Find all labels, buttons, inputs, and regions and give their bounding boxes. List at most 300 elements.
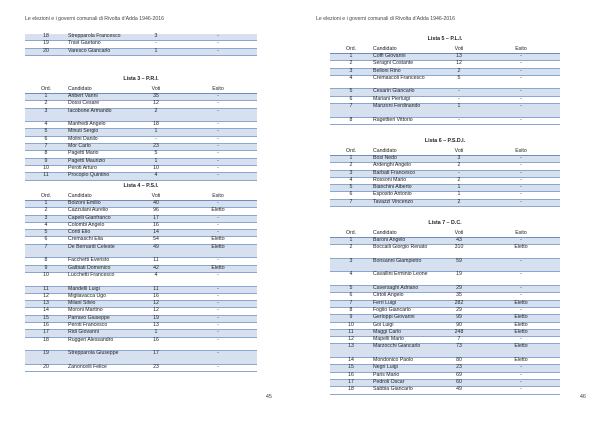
cell-voti: 1 bbox=[133, 48, 179, 55]
cell-candidate: Goi Luigi bbox=[372, 322, 436, 329]
table-header-row bbox=[25, 193, 257, 201]
cell-ord: 4 bbox=[25, 222, 67, 229]
cell-voti: 73 bbox=[436, 344, 482, 358]
cell-voti: 35 bbox=[436, 293, 482, 300]
cell-candidate: Varesco Giancarlo bbox=[67, 48, 133, 55]
cell-candidate: Boccalli Giorgio Renato bbox=[372, 245, 436, 259]
cell-esito: - bbox=[179, 286, 257, 293]
cell-ord: 13 bbox=[330, 344, 372, 358]
cell-candidate: Bolzoni Emilio bbox=[67, 201, 133, 208]
cell-esito: - bbox=[179, 330, 257, 337]
table-row bbox=[25, 222, 257, 229]
cell-voti: 90 bbox=[436, 322, 482, 329]
cell-ord: 9 bbox=[330, 315, 372, 322]
cell-esito: - bbox=[179, 315, 257, 322]
running-header: Le elezioni e i governi comunali di Rivolta d’Adda 1946-2016 bbox=[316, 16, 455, 22]
cell-esito: - bbox=[179, 34, 257, 41]
cell-candidate: Mariani Pierluigi bbox=[372, 96, 436, 103]
table-row bbox=[25, 244, 257, 258]
table-row bbox=[25, 108, 257, 122]
cell-esito: - bbox=[482, 61, 560, 68]
cell-esito: - bbox=[482, 337, 560, 344]
cell-ord: 17 bbox=[330, 379, 372, 386]
table-row bbox=[330, 272, 560, 286]
table-row bbox=[330, 68, 560, 75]
cell-esito: - bbox=[482, 192, 560, 199]
cell-esito: - bbox=[482, 75, 560, 89]
cell-candidate: Manfredi Angelo bbox=[67, 122, 133, 129]
cell-candidate: Cazzulani Aurelio bbox=[67, 208, 133, 215]
cell-candidate: Conti Elio bbox=[67, 230, 133, 237]
cell-ord: 1 bbox=[330, 156, 372, 163]
cell-candidate: Parravo Giuseppe bbox=[67, 315, 133, 322]
cell-ord: 2 bbox=[330, 61, 372, 68]
cell-ord: 20 bbox=[25, 364, 67, 371]
cell-candidate: De Bernardi Celeste bbox=[67, 244, 133, 258]
cell-candidate: Cesarin Giancarlo bbox=[372, 89, 436, 96]
cell-esito: - bbox=[482, 170, 560, 177]
cell-ord: 7 bbox=[330, 199, 372, 206]
col-voti: Voti bbox=[436, 46, 482, 54]
cell-candidate: Ardenghi Angelo bbox=[372, 163, 436, 170]
cell-ord: 8 bbox=[330, 307, 372, 314]
cell-candidate: Procopio Quintino bbox=[67, 173, 133, 180]
cell-candidate: Strepparola Giuseppe bbox=[67, 351, 133, 365]
running-header: Le elezioni e i governi comunali di Rivolta d’Adda 1946-2016 bbox=[25, 16, 164, 22]
cell-esito: - bbox=[179, 94, 257, 101]
table-row bbox=[330, 372, 560, 379]
cell-voti: 23 bbox=[133, 144, 179, 151]
cell-voti: 11 bbox=[133, 286, 179, 293]
cell-voti: 13 bbox=[133, 323, 179, 330]
cell-ord: 1 bbox=[25, 94, 67, 101]
cell-ord: 6 bbox=[330, 293, 372, 300]
cell-voti: 1 bbox=[436, 104, 482, 118]
cell-candidate: Capelli Gianfranco bbox=[67, 215, 133, 222]
col-esito: Esito bbox=[482, 46, 560, 54]
cell-ord: 11 bbox=[25, 286, 67, 293]
cell-ord: 5 bbox=[330, 185, 372, 192]
cell-esito: - bbox=[179, 337, 257, 351]
col-esito: Esito bbox=[482, 230, 560, 238]
table-row bbox=[330, 344, 560, 358]
table-row bbox=[330, 170, 560, 177]
table-body bbox=[330, 54, 560, 125]
cell-voti: 54 bbox=[133, 237, 179, 244]
table-row bbox=[330, 199, 560, 206]
cell-candidate: Belloni Rino bbox=[372, 68, 436, 75]
cell-voti: 10 bbox=[133, 165, 179, 172]
cell-ord: 9 bbox=[25, 158, 67, 165]
table bbox=[25, 86, 257, 181]
cell-voti: 29 bbox=[436, 307, 482, 314]
cell-esito: Eletto bbox=[179, 237, 257, 244]
table-row bbox=[330, 258, 560, 272]
cell-esito: - bbox=[179, 272, 257, 286]
cell-esito: - bbox=[482, 54, 560, 61]
cell-candidate: Seragni Costante bbox=[372, 61, 436, 68]
cell-ord: 1 bbox=[330, 54, 372, 61]
lista3-block bbox=[25, 76, 257, 181]
table-row bbox=[330, 365, 560, 372]
cell-ord: 5 bbox=[25, 230, 67, 237]
page-number: 45 bbox=[265, 394, 272, 400]
cell-candidate: Strepparola Francesco bbox=[67, 34, 133, 41]
cell-ord: 6 bbox=[25, 237, 67, 244]
cell-esito: Eletto bbox=[179, 265, 257, 272]
table bbox=[25, 34, 257, 56]
col-ord: Ord. bbox=[25, 193, 67, 201]
cell-esito: - bbox=[482, 177, 560, 184]
cell-esito: - bbox=[179, 301, 257, 308]
cell-voti: 2 bbox=[133, 108, 179, 122]
cell-esito: Eletto bbox=[482, 329, 560, 336]
cell-voti: 4 bbox=[133, 272, 179, 286]
cell-voti: 5 bbox=[133, 151, 179, 158]
cell-ord: 9 bbox=[25, 265, 67, 272]
cell-voti: 40 bbox=[133, 201, 179, 208]
cell-candidate: Baroni Angelo bbox=[372, 238, 436, 245]
table-body bbox=[25, 34, 257, 55]
table-row bbox=[330, 117, 560, 124]
cell-candidate: Gerloppi Giovanni bbox=[372, 315, 436, 322]
lista4-title: Lista 4 – P.S.I. bbox=[123, 183, 159, 189]
table-row bbox=[25, 265, 257, 272]
table-row bbox=[25, 308, 257, 315]
cell-esito: - bbox=[179, 101, 257, 108]
col-esito: Esito bbox=[482, 148, 560, 156]
cell-voti: 310 bbox=[436, 245, 482, 259]
cell-candidate: Lucchetti Francesco bbox=[67, 272, 133, 286]
cell-esito: - bbox=[482, 372, 560, 379]
cell-candidate: Cremaschi Elia bbox=[67, 237, 133, 244]
cell-voti: 2 bbox=[436, 177, 482, 184]
cell-esito: - bbox=[482, 156, 560, 163]
table-row bbox=[25, 165, 257, 172]
cell-candidate: Rossoni Mario bbox=[372, 177, 436, 184]
cell-candidate: Esposito Antonio bbox=[372, 192, 436, 199]
lista7-block bbox=[330, 220, 560, 395]
cell-candidate: Travi Gaetano bbox=[67, 41, 133, 48]
cell-esito: - bbox=[179, 293, 257, 300]
cell-voti: - bbox=[133, 41, 179, 48]
cell-voti: 23 bbox=[436, 365, 482, 372]
table-row bbox=[25, 122, 257, 129]
cell-esito: Eletto bbox=[482, 358, 560, 365]
cell-voti: 12 bbox=[133, 101, 179, 108]
cell-ord: 4 bbox=[330, 177, 372, 184]
cell-ord: 19 bbox=[25, 41, 67, 48]
cell-candidate: Cremascoli Francesco bbox=[372, 75, 436, 89]
cell-ord: 15 bbox=[25, 315, 67, 322]
lista6-block bbox=[330, 138, 560, 207]
cell-esito: - bbox=[179, 48, 257, 55]
cell-ord: 16 bbox=[25, 323, 67, 330]
cell-candidate: Sabbia Giancarlo bbox=[372, 387, 436, 394]
cell-esito: - bbox=[179, 258, 257, 265]
cell-candidate: Colombi Angelo bbox=[67, 222, 133, 229]
cell-ord: 7 bbox=[25, 144, 67, 151]
cell-esito: - bbox=[482, 104, 560, 118]
table-row bbox=[25, 272, 257, 286]
cell-esito: - bbox=[482, 293, 560, 300]
table-row bbox=[25, 286, 257, 293]
lista5-title: Lista 5 – P.L.I. bbox=[427, 36, 463, 42]
table-row bbox=[25, 136, 257, 143]
lista3-title: Lista 3 – P.R.I. bbox=[123, 76, 159, 82]
cell-candidate: Bosi Nedo bbox=[372, 156, 436, 163]
cell-voti: 3 bbox=[133, 34, 179, 41]
cell-ord: 10 bbox=[25, 165, 67, 172]
col-voti: Voti bbox=[436, 148, 482, 156]
cell-esito: - bbox=[482, 89, 560, 96]
cell-voti: 12 bbox=[436, 61, 482, 68]
cell-esito: - bbox=[179, 173, 257, 180]
cell-ord: 2 bbox=[25, 101, 67, 108]
cell-voti: 248 bbox=[436, 329, 482, 336]
col-esito: Esito bbox=[179, 193, 257, 201]
cell-voti: 17 bbox=[133, 351, 179, 365]
table-row bbox=[25, 101, 257, 108]
cell-ord: 2 bbox=[25, 208, 67, 215]
cell-ord: 16 bbox=[330, 372, 372, 379]
col-esito: Esito bbox=[179, 86, 257, 94]
cell-ord: 15 bbox=[330, 365, 372, 372]
cell-esito: - bbox=[179, 165, 257, 172]
table-row bbox=[330, 75, 560, 89]
cell-ord: 10 bbox=[330, 322, 372, 329]
cell-voti: 2 bbox=[436, 199, 482, 206]
cell-esito: - bbox=[482, 68, 560, 75]
cell-voti: 19 bbox=[133, 315, 179, 322]
cell-ord: 7 bbox=[25, 244, 67, 258]
cell-voti: 282 bbox=[436, 300, 482, 307]
cell-voti: 59 bbox=[436, 258, 482, 272]
table-row bbox=[330, 89, 560, 96]
cell-esito: - bbox=[179, 136, 257, 143]
cell-voti: - bbox=[436, 170, 482, 177]
cell-voti: 12 bbox=[133, 308, 179, 315]
cell-voti: 12 bbox=[133, 301, 179, 308]
cell-candidate: Mor Carlo bbox=[67, 144, 133, 151]
table-header-row bbox=[330, 230, 560, 238]
cell-candidate: Facchetti Everisto bbox=[67, 258, 133, 265]
cell-voti: 80 bbox=[436, 358, 482, 365]
cell-ord: 14 bbox=[25, 308, 67, 315]
cell-esito: - bbox=[179, 122, 257, 129]
cell-ord: 18 bbox=[25, 34, 67, 41]
cell-esito: - bbox=[179, 308, 257, 315]
table-header-row bbox=[330, 148, 560, 156]
table-row bbox=[330, 358, 560, 365]
cell-ord: 6 bbox=[330, 192, 372, 199]
table-row bbox=[25, 129, 257, 136]
cell-esito: Eletto bbox=[482, 245, 560, 259]
cell-ord: 1 bbox=[25, 201, 67, 208]
cell-ord: 6 bbox=[25, 136, 67, 143]
cell-ord: 11 bbox=[330, 329, 372, 336]
cell-candidate: Molini Danilo bbox=[67, 136, 133, 143]
cell-candidate: Milani Silvio bbox=[67, 301, 133, 308]
cell-ord: 2 bbox=[330, 163, 372, 170]
cell-candidate: Mapelli Mario bbox=[372, 337, 436, 344]
right-page bbox=[300, 0, 600, 424]
table-row bbox=[330, 315, 560, 322]
cell-voti: 17 bbox=[133, 215, 179, 222]
cell-voti: 1 bbox=[133, 158, 179, 165]
table-row bbox=[330, 286, 560, 293]
cell-voti: 2 bbox=[436, 163, 482, 170]
table-row bbox=[330, 245, 560, 259]
cell-ord: 5 bbox=[330, 286, 372, 293]
cell-esito: - bbox=[482, 286, 560, 293]
cell-voti: 16 bbox=[133, 222, 179, 229]
cell-ord: 13 bbox=[25, 301, 67, 308]
cell-esito: - bbox=[482, 307, 560, 314]
cell-ord: 3 bbox=[330, 68, 372, 75]
table-row bbox=[25, 330, 257, 337]
table-row bbox=[330, 387, 560, 394]
cell-esito: - bbox=[179, 151, 257, 158]
cell-candidate: Cavallini Erminio Leone bbox=[372, 272, 436, 286]
cell-candidate: Iacobone Armando bbox=[67, 108, 133, 122]
table-row bbox=[25, 151, 257, 158]
table-header-row bbox=[25, 86, 257, 94]
cell-esito: Eletto bbox=[179, 208, 257, 215]
cell-candidate: Minuti Sergio bbox=[67, 129, 133, 136]
cell-ord: 4 bbox=[330, 272, 372, 286]
cell-esito: - bbox=[179, 230, 257, 237]
col-voti: Voti bbox=[133, 193, 179, 201]
col-voti: Voti bbox=[133, 86, 179, 94]
table-row bbox=[25, 215, 257, 222]
table-row bbox=[25, 158, 257, 165]
cell-ord: 8 bbox=[25, 151, 67, 158]
cell-voti: 14 bbox=[133, 230, 179, 237]
cell-ord: 3 bbox=[25, 108, 67, 122]
cell-candidate: Pedroli Oscar bbox=[372, 379, 436, 386]
cell-esito: - bbox=[179, 351, 257, 365]
table bbox=[330, 148, 560, 207]
cell-voti: 60 bbox=[436, 379, 482, 386]
cell-candidate: Galbiati Domenico bbox=[67, 265, 133, 272]
cell-candidate: Foglio Giancarlo bbox=[372, 307, 436, 314]
table-row bbox=[25, 293, 257, 300]
cell-candidate: Negri Luigi bbox=[372, 365, 436, 372]
cell-esito: - bbox=[482, 117, 560, 124]
cell-voti: - bbox=[436, 89, 482, 96]
cell-voti: 29 bbox=[436, 286, 482, 293]
cell-candidate: Cirtoli Angelo bbox=[372, 293, 436, 300]
cell-voti: 99 bbox=[436, 315, 482, 322]
cell-esito: - bbox=[179, 41, 257, 48]
table-row bbox=[25, 34, 257, 41]
cell-ord: 18 bbox=[330, 387, 372, 394]
cell-esito: - bbox=[482, 272, 560, 286]
cell-candidate: Marzocchi Giancarlo bbox=[372, 344, 436, 358]
table-row bbox=[25, 301, 257, 308]
cell-ord: 19 bbox=[25, 351, 67, 365]
table-row bbox=[330, 177, 560, 184]
cell-voti: - bbox=[436, 117, 482, 124]
table-header-row bbox=[330, 46, 560, 54]
table bbox=[25, 193, 257, 372]
table-body bbox=[25, 94, 257, 181]
table-row bbox=[25, 337, 257, 351]
cell-candidate: Maggi Carlo bbox=[372, 329, 436, 336]
col-cand: Candidato bbox=[67, 86, 133, 94]
cell-voti: 13 bbox=[436, 54, 482, 61]
lista5-block bbox=[330, 36, 560, 125]
cell-candidate: Tavazzi Vincenzo bbox=[372, 199, 436, 206]
cell-ord: 10 bbox=[25, 272, 67, 286]
cell-candidate: Paris Mario bbox=[372, 372, 436, 379]
cell-voti: 42 bbox=[133, 265, 179, 272]
cell-voti: 35 bbox=[133, 94, 179, 101]
cell-esito: Eletto bbox=[482, 344, 560, 358]
col-ord: Ord. bbox=[330, 230, 372, 238]
lista4-block bbox=[25, 183, 257, 372]
table-row bbox=[330, 300, 560, 307]
cell-voti: 2 bbox=[436, 68, 482, 75]
cell-ord: 2 bbox=[330, 245, 372, 259]
cell-esito: Eletto bbox=[482, 315, 560, 322]
cell-candidate: Peroti Arturo bbox=[67, 165, 133, 172]
cell-candidate: Pagetti Mario bbox=[67, 151, 133, 158]
table-row bbox=[330, 163, 560, 170]
table-row bbox=[330, 185, 560, 192]
cell-candidate: Ferri Luigi bbox=[372, 300, 436, 307]
lista7-title: Lista 7 – D.C. bbox=[428, 220, 462, 226]
cell-esito: - bbox=[179, 215, 257, 222]
table bbox=[330, 46, 560, 125]
cell-esito: - bbox=[179, 201, 257, 208]
cell-candidate: Peroti Francesco bbox=[67, 323, 133, 330]
table-row bbox=[25, 48, 257, 55]
cell-ord: 4 bbox=[330, 75, 372, 89]
continuation-table bbox=[25, 34, 257, 56]
lista6-title: Lista 6 – P.S.D.I. bbox=[424, 138, 466, 144]
cell-candidate: Moroni Martino bbox=[67, 308, 133, 315]
cell-esito: Eletto bbox=[482, 300, 560, 307]
col-voti: Voti bbox=[436, 230, 482, 238]
cell-esito: - bbox=[179, 323, 257, 330]
table-row bbox=[330, 104, 560, 118]
table-row bbox=[330, 192, 560, 199]
cell-ord: 20 bbox=[25, 48, 67, 55]
cell-ord: 3 bbox=[25, 215, 67, 222]
cell-esito: - bbox=[482, 258, 560, 272]
cell-ord: 7 bbox=[330, 104, 372, 118]
cell-ord: 3 bbox=[330, 170, 372, 177]
table bbox=[330, 230, 560, 395]
table-row bbox=[330, 54, 560, 61]
cell-esito: - bbox=[482, 365, 560, 372]
cell-voti: 49 bbox=[436, 387, 482, 394]
cell-ord: 14 bbox=[330, 358, 372, 365]
table-row bbox=[25, 351, 257, 365]
cell-candidate: Zanoncelli Felice bbox=[67, 364, 133, 371]
col-ord: Ord. bbox=[330, 148, 372, 156]
cell-voti: - bbox=[133, 136, 179, 143]
cell-candidate: Barbati Francesco bbox=[372, 170, 436, 177]
col-cand: Candidato bbox=[67, 193, 133, 201]
cell-candidate: Dossi Cesare bbox=[67, 101, 133, 108]
table-body bbox=[330, 238, 560, 395]
cell-esito: - bbox=[179, 222, 257, 229]
cell-candidate: Ridi Giovanni bbox=[67, 330, 133, 337]
cell-ord: 6 bbox=[330, 96, 372, 103]
